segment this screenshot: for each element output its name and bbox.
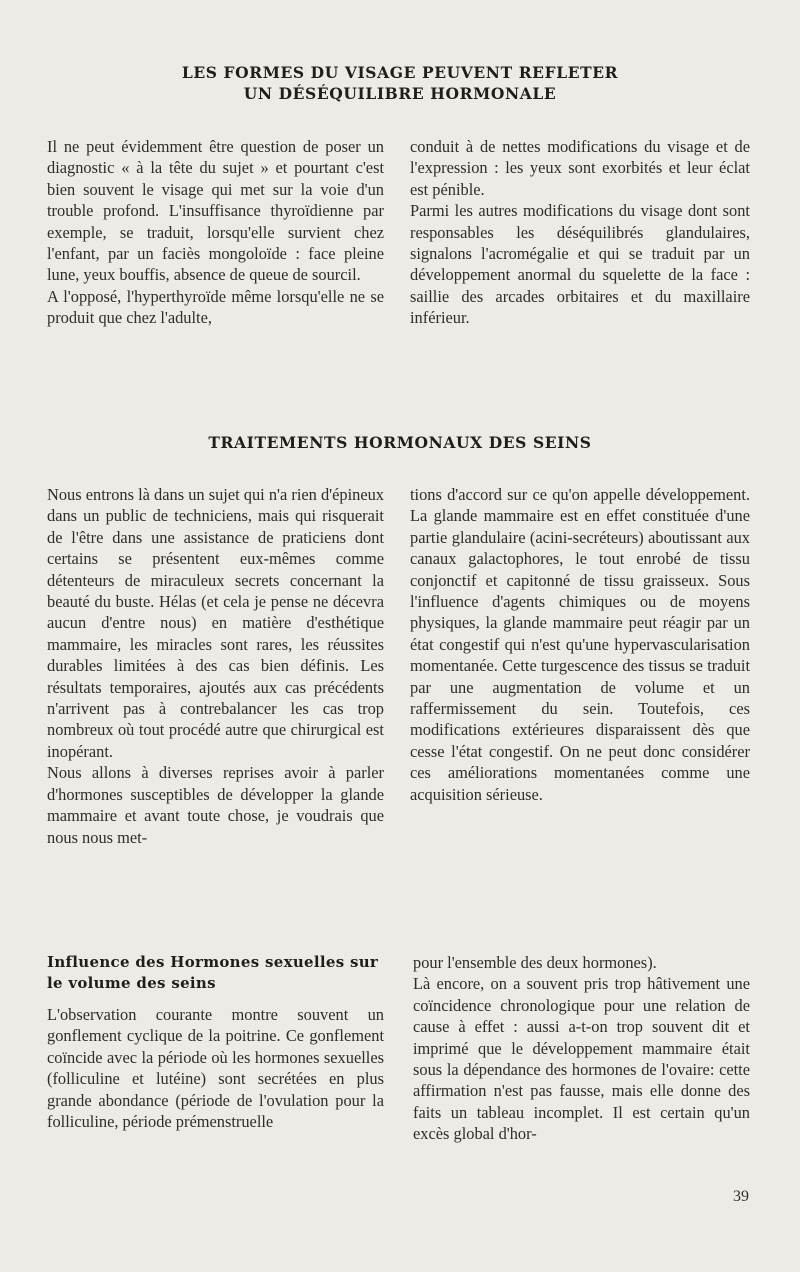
section1-column-right xyxy=(410,136,750,329)
subsection-title: Influence des Hormones sexuelles sur le volume des seins xyxy=(47,953,379,992)
section-title-traitements xyxy=(60,432,740,453)
paragraph: Parmi les autres modifications du visage dont sont responsables les déséquilibrés glandulaires, signalons l'acromégalie et qui se traduit par un développement anormal du squelette de la face : saillie des arcades orbitaires et du maxillaire inférieur. xyxy=(410,201,750,328)
paragraph: conduit à de nettes modifications du visage et de l'expression : les yeux sont exorbités et leur éclat est pénible. xyxy=(410,137,750,199)
section2-column-right xyxy=(410,484,750,805)
page-number: 39 xyxy=(733,1188,749,1205)
paragraph: L'observation courante montre souvent un gonflement cyclique de la poitrine. Ce gonflement coïncide avec la période où les hormones sexuelles (folliculine et lutéine) sont secrétées en plus grande abondance (période de l'ovulation pour la folliculine, période prémenstruelle xyxy=(47,1005,384,1132)
paragraph: pour l'ensemble des deux hormones). xyxy=(413,953,657,972)
section3-column-right xyxy=(413,952,750,1145)
section3-column-left xyxy=(47,952,384,1132)
paragraph: Nous entrons là dans un sujet qui n'a rien d'épineux dans un public de techniciens, mais qui risquerait de l'être dans une assistance de praticiens dont certains se présentent eux-mêmes comme détenteurs de miraculeux secrets concernant la beauté du buste. Hélas (et cela je pense ne décevra aucun d'entre nous) en matière d'esthétique mammaire, les miracles sont rares, les réussites durables limitées à des cas bien définis. Les résultats temporaires, ajoutés aux cas précédents n'arrivent pas à contrebalancer les cas trop nombreux où tout procédé autre que chirurgical est inopérant. xyxy=(47,485,384,761)
paragraph: Nous allons à diverses reprises avoir à parler d'hormones susceptibles de développer la glande mammaire et avant toute chose, je voudrais que nous nous met- xyxy=(47,763,384,847)
paragraph: A l'opposé, l'hyperthyroïde même lorsqu'elle ne se produit que chez l'adulte, xyxy=(47,286,384,328)
paragraph: Il ne peut évidemment être question de poser un diagnostic « à la tête du sujet » et pourtant c'est bien souvent le visage qui met sur la voie d'un trouble profond. L'insuffisance thyroïdienne par exemple, se traduit, lorsqu'elle survient chez l'enfant, par un faciès mongoloïde : face pleine lune, yeux bouffis, absence de queue de sourcil. xyxy=(47,137,384,285)
section2-column-left xyxy=(47,484,384,848)
paragraph: Là encore, on a souvent pris trop hâtivement une coïncidence chronologique pour une relation de cause à effet : aussi a-t-on trop souvent dit et imprimé que le développement mammaire était sous la dépendance des hormones de l'ovaire: cette affirmation n'est pas fausse, mais elle donne des faits un tableau incomplet. Il est certain qu'un excès global d'hor- xyxy=(413,974,750,1144)
section-title-line-2: UN DÉSÉQUILIBRE HORMONALE xyxy=(243,84,557,103)
section-title-line-1: LES FORMES DU VISAGE PEUVENT REFLETER xyxy=(181,63,619,82)
section1-column-left xyxy=(47,136,384,329)
paragraph: tions d'accord sur ce qu'on appelle développement. La glande mammaire est en effet constituée d'une partie glandulaire (acini-secréteurs) aboutissant aux canaux galactophores, le tout enrobé de tissu conjonctif et capitonné de tissu graisseux. Sous l'influence d'agents chimiques ou de moyens physiques, la glande mammaire peut réagir par un état congestif qui n'est qu'une hypervascularisation momentanée. Cette turgescence des tissus se traduit par une augmentation de volume et un raffermissement du sein. Toutefois, ces modifications extérieures disparaissent dès que cesse l'état congestif. On ne peut donc considérer ces améliorations momentanées comme une acquisition sérieuse. xyxy=(410,485,750,804)
section-title-line: TRAITEMENTS HORMONAUX DES SEINS xyxy=(208,433,592,452)
section-title-visage xyxy=(60,62,740,104)
